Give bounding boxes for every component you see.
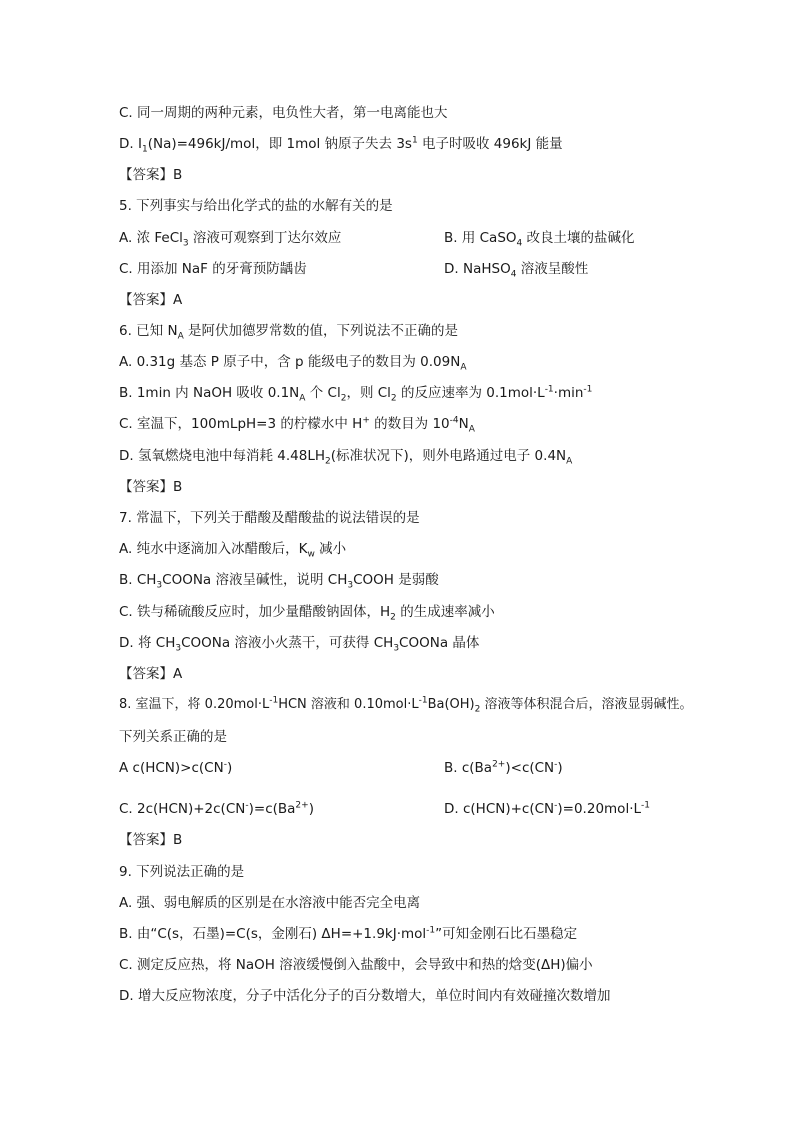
subscript: A [177,331,184,342]
option-8c [119,799,314,819]
superscript: - [554,800,558,811]
superscript: 2+ [492,759,506,770]
superscript: 1 [411,135,418,146]
text: B. 用 CaSO [444,230,517,246]
superscript: -1 [426,925,436,936]
text: 下列关系正确的是 [119,729,227,745]
text: A. 0.31g 基态 P 原子中，含 p 能级电子的数目为 0.09N [119,354,461,370]
superscript: -1 [641,800,650,811]
subscript: 3 [347,580,354,591]
text: C. 铁与稀硫酸反应时，加少量醋酸钠固体，H [119,604,391,620]
text: ，则 Cl [346,385,391,401]
text: (标准状况下)，则外电路通过电子 0.4N [330,448,567,464]
text: D. I [119,136,142,152]
subscript: 2 [390,393,397,404]
subscript: 3 [393,643,400,654]
text: C. 测定反应热，将 NaOH 溶液缓慢倒入盐酸中，会导致中和热的焓变(ΔH)偏小 [119,957,593,973]
subscript: 3 [182,238,189,249]
text: )=0.20mol·L [557,801,642,817]
text: C. 室温下，100mLpH=3 的柠檬水中 H [119,416,363,432]
text: 6. 已知 N [119,323,178,339]
superscript: -1 [544,384,554,395]
option-8a [119,758,232,778]
answer-5 [119,290,182,310]
subscript: 3 [156,580,163,591]
subscript: w [307,549,315,560]
text: ) [226,760,233,776]
text: C. 2c(HCN)+2c(CN [119,801,246,817]
subscript: A [566,456,573,467]
option-5b [444,228,635,248]
option-5a [119,228,341,248]
text: N [458,416,469,432]
option-9d [119,986,610,1006]
option-8d [444,799,650,819]
option-6b [119,383,592,403]
question-8-line2 [119,727,227,747]
superscript: - [245,800,249,811]
superscript: - [554,759,558,770]
subscript: 4 [516,238,523,249]
answer-8 [119,830,182,850]
text: D. 将 CH [119,635,176,651]
text: Ba(OH) [427,697,475,712]
option-7b [119,570,439,590]
text: ) [308,801,314,817]
text: B. c(Ba [444,760,493,776]
superscript: -4 [449,415,459,426]
text: A c(HCN)>c(CN [119,760,224,776]
answer-text: 【答案】A [119,666,183,682]
text: 是阿伏加德罗常数的值，下列说法不正确的是 [183,323,459,339]
subscript: 2 [325,456,331,467]
text: 改良土壤的盐碱化 [522,230,635,246]
answer-7 [119,664,182,684]
subscript: 2 [390,612,396,623]
answer-text: 【答案】B [119,832,183,848]
text: ·min [553,385,584,401]
subscript: 1 [141,144,148,155]
subscript: A [460,362,467,373]
text: D. 增大反应物浓度，分子中活化分子的百分数增大，单位时间内有效碰撞次数增加 [119,988,611,1004]
answer-text: 【答案】A [119,292,183,308]
question-9 [119,862,244,882]
option-9c [119,955,593,975]
superscript: -1 [269,695,279,706]
answer-text: 【答案】B [119,479,183,495]
question-8 [119,695,693,715]
text: ) [557,760,563,776]
text: A. 强、弱电解质的区别是在水溶液中能否完全电离 [119,895,421,911]
text: )=c(Ba [248,801,296,817]
question-7 [119,508,420,528]
option-6d [119,446,572,466]
text: A. 纯水中逐滴加入冰醋酸后，K [119,541,308,557]
question-5 [119,196,393,216]
question-text: 9. 下列说法正确的是 [119,864,245,880]
option-text: C. 同一周期的两种元素，电负性大者，第一电离能也大 [119,105,448,121]
text: ”可知金刚石比石墨稳定 [435,926,578,942]
option-7a [119,539,346,559]
subscript: A [299,393,306,404]
text: 的反应速率为 0.1mol·L [396,385,545,401]
text: COONa 溶液小火蒸干，可获得 CH [181,635,394,651]
text: B. CH [119,572,157,588]
subscript: A [468,424,475,435]
option-8b [444,758,563,778]
subscript: 2 [474,704,481,715]
text: COOH 是弱酸 [353,572,439,588]
superscript: -1 [583,384,593,395]
text: 电子时吸收 496kJ 能量 [417,136,563,152]
superscript: - [223,759,227,770]
option-6a [119,352,467,372]
text: C. 用添加 NaF 的牙膏预防龋齿 [119,261,307,277]
text: A. 浓 FeCl [119,230,183,246]
answer-text: 【答案】B [119,167,183,183]
text: COONa 晶体 [399,635,480,651]
option-4d [119,134,563,154]
answer-4 [119,165,182,185]
text: 减小 [314,541,347,557]
option-5d [444,259,588,279]
subscript: 3 [175,643,182,654]
text: 溶液等体积混合后，溶液显弱碱性。 [480,697,693,712]
text: 个 Cl [305,385,341,401]
question-6 [119,321,458,341]
text: D. c(HCN)+c(CN [444,801,555,817]
option-6c [119,414,475,434]
subscript: 2 [340,393,347,404]
option-7c [119,602,495,622]
superscript: + [362,415,370,426]
superscript: -1 [418,695,428,706]
option-7d [119,633,479,653]
text: COONa 溶液呈碱性，说明 CH [162,572,348,588]
text: HCN 溶液和 0.10mol·L [278,697,419,712]
text: B. 由“C(s，石墨)=C(s，金刚石) ΔH=+1.9kJ·mol [119,926,427,942]
text: 的生成速率减小 [395,604,495,620]
superscript: 2+ [295,800,309,811]
text: 的数目为 10 [369,416,450,432]
option-5c [119,259,307,279]
option-4c [119,103,448,123]
text: (Na)=496kJ/mol，即 1mol 钠原子失去 3s [147,136,412,152]
text: 8. 室温下，将 0.20mol·L [119,697,270,712]
text: 溶液呈酸性 [516,261,589,277]
text: 溶液可观察到丁达尔效应 [188,230,342,246]
text: B. 1min 内 NaOH 吸收 0.1N [119,385,300,401]
question-text: 5. 下列事实与给出化学式的盐的水解有关的是 [119,198,393,214]
option-9a [119,893,420,913]
option-9b [119,924,577,944]
text: D. NaHSO [444,261,511,277]
question-text: 7. 常温下，下列关于醋酸及醋酸盐的说法错误的是 [119,510,420,526]
subscript: 4 [510,269,517,280]
answer-6 [119,477,182,497]
text: D. 氢氧燃烧电池中每消耗 4.48LH [119,448,325,464]
text: )<c(CN [505,760,555,776]
